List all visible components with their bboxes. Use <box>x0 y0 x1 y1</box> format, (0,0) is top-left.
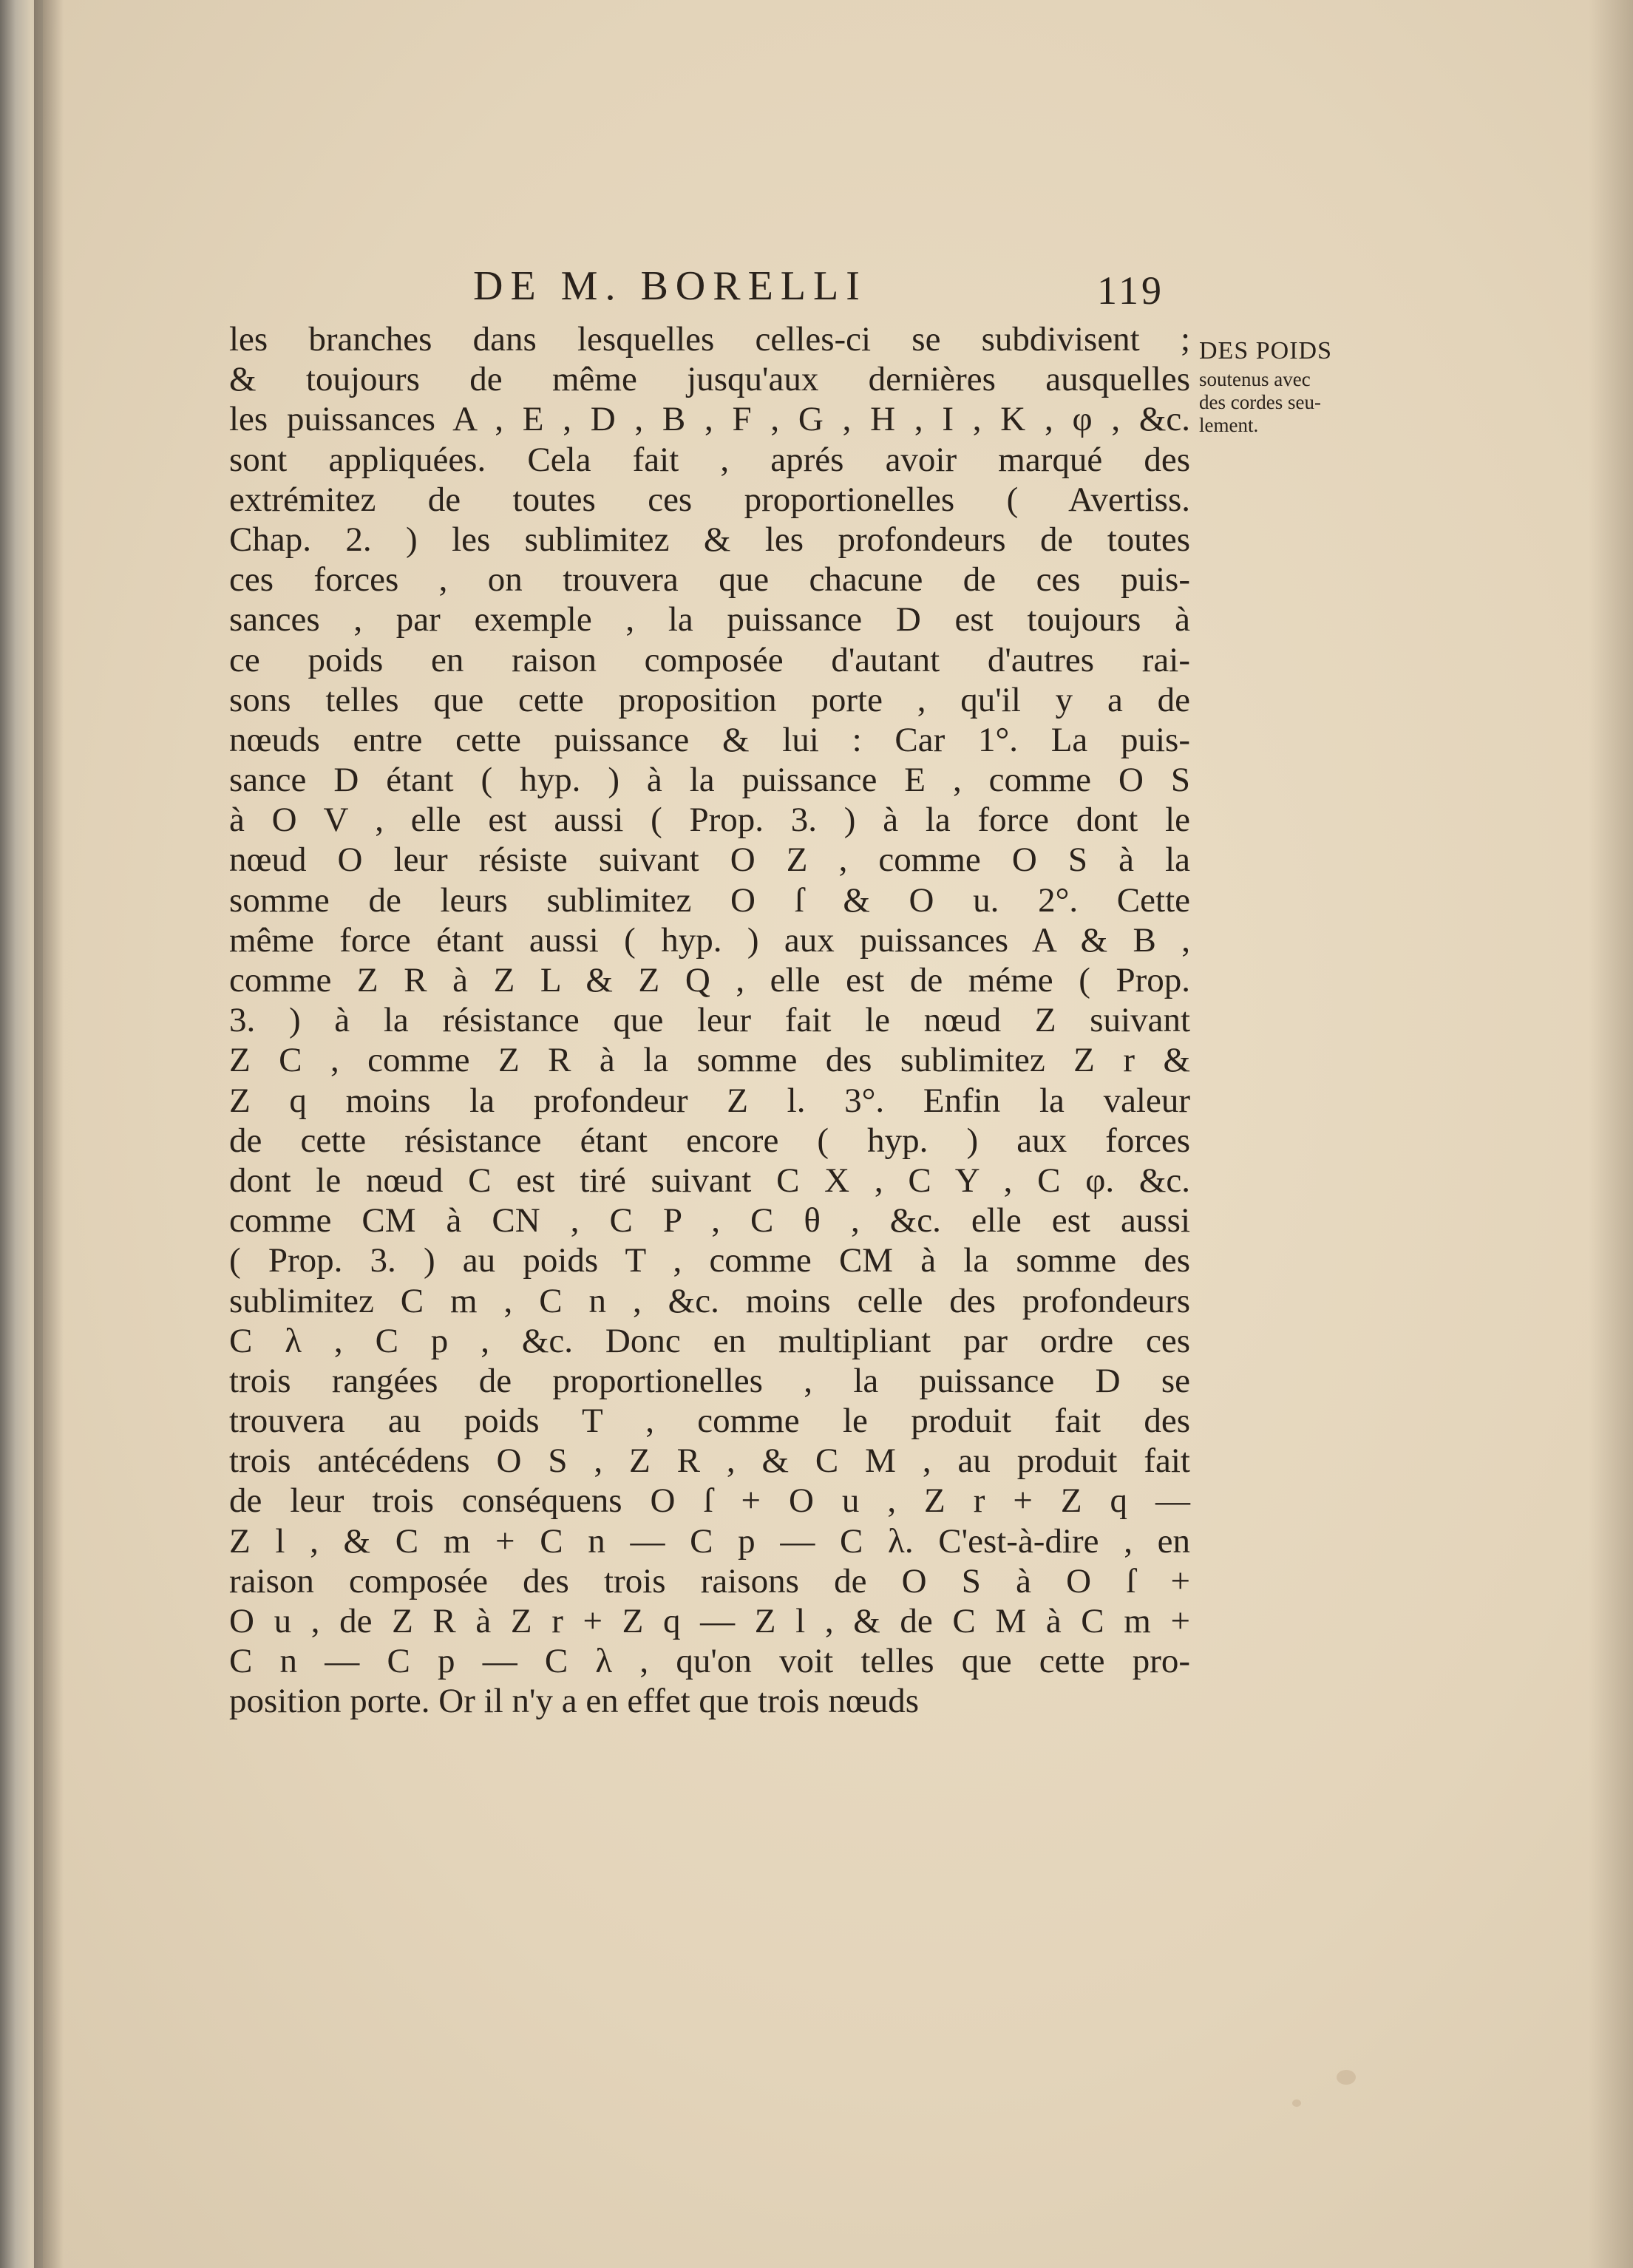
text-line: 3. ) à la résistance que leur fait le nœud Z suivant <box>229 1001 1190 1040</box>
marginal-note-title: DES POIDS <box>1199 337 1332 364</box>
text-line: ( Prop. 3. ) au poids T , comme CM à la somme des <box>229 1241 1190 1280</box>
text-line: sances , par exemple , la puissance D est toujours à <box>229 600 1190 639</box>
marginal-note-line: lement. <box>1199 414 1259 436</box>
text-line: ces forces , on trouvera que chacune de ces puis- <box>229 560 1190 600</box>
paper-stain <box>1292 2099 1301 2107</box>
text-line: sons telles que cette proposition porte , qu'il y a de <box>229 680 1190 719</box>
body-text <box>229 319 1190 1722</box>
marginal-note-line: soutenus avec <box>1199 368 1311 390</box>
text-line: raison composée des trois raisons de O S à O ſ + <box>229 1561 1190 1600</box>
text-line: sance D étant ( hyp. ) à la puissance E , comme O S <box>229 761 1190 800</box>
text-line: C n — C p — C λ , qu'on voit telles que cette pro- <box>229 1642 1190 1681</box>
text-line: sublimitez C m , C n , &c. moins celle des profondeurs <box>229 1281 1190 1320</box>
text-line: Z l , & C m + C n — C p — C λ. C'est-à-dire , en <box>229 1521 1190 1561</box>
text-line: les puissances A , E , D , B , F , G , H , I , K , φ , &c. <box>229 400 1190 439</box>
text-line: trois rangées de proportionelles , la puissance D se <box>229 1361 1190 1400</box>
text-line: même force étant aussi ( hyp. ) aux puissances A & B , <box>229 920 1190 960</box>
text-line: sont appliquées. Cela fait , aprés avoir marqué des <box>229 440 1190 479</box>
text-line: de cette résistance étant encore ( hyp. ) aux forces <box>229 1121 1190 1160</box>
marginal-note-line: des cordes seu- <box>1199 391 1321 413</box>
text-line: Z C , comme Z R à la somme des sublimitez Z r & <box>229 1041 1190 1080</box>
text-line: dont le nœud C est tiré suivant C X , C Y , C φ. &c. <box>229 1161 1190 1200</box>
marginal-note <box>1199 334 1369 437</box>
text-line: C λ , C p , &c. Donc en multipliant par ordre ces <box>229 1321 1190 1360</box>
page-edge-shading <box>1589 0 1633 2268</box>
text-line: O u , de Z R à Z r + Z q — Z l , & de C M à C m + <box>229 1602 1190 1640</box>
text-line: extrémitez de toutes ces proportionelles ( Avertiss. <box>229 480 1190 519</box>
text-line: nœuds entre cette puissance & lui : Car 1°. La puis- <box>229 720 1190 759</box>
text-line: de leur trois conséquens O ſ + O u , Z r + Z q — <box>229 1481 1190 1521</box>
text-line: trois antécédens O S , Z R , & C M , au produit fait <box>229 1442 1190 1481</box>
text-line: trouvera au poids T , comme le produit fait des <box>229 1402 1190 1441</box>
text-line: comme Z R à Z L & Z Q , elle est de méme ( Prop. <box>229 961 1190 999</box>
text-line: nœud O leur résiste suivant O Z , comme O S à la <box>229 841 1190 880</box>
text-line: & toujours de même jusqu'aux dernières ausquelles <box>229 360 1190 399</box>
paper-stain <box>1337 2070 1356 2085</box>
text-line: à O V , elle est aussi ( Prop. 3. ) à la force dont le <box>229 801 1190 840</box>
text-line: somme de leurs sublimitez O ſ & O u. 2°. Cette <box>229 880 1190 920</box>
gutter-shadow <box>34 0 64 2268</box>
page-number: 119 <box>1097 268 1164 313</box>
text-line: Z q moins la profondeur Z l. 3°. Enfin la valeur <box>229 1081 1190 1120</box>
text-line: comme CM à CN , C P , C θ , &c. elle est aussi <box>229 1201 1190 1240</box>
text-line: Chap. 2. ) les sublimitez & les profondeurs de toutes <box>229 520 1190 559</box>
text-line: ce poids en raison composée d'autant d'autres rai- <box>229 640 1190 679</box>
running-title: DE M. BORELLI <box>473 263 867 309</box>
text-line: les branches dans lesquelles celles-ci se subdivisent ; <box>229 320 1190 359</box>
text-line: position porte. Or il n'y a en effet que trois nœuds <box>229 1682 920 1721</box>
